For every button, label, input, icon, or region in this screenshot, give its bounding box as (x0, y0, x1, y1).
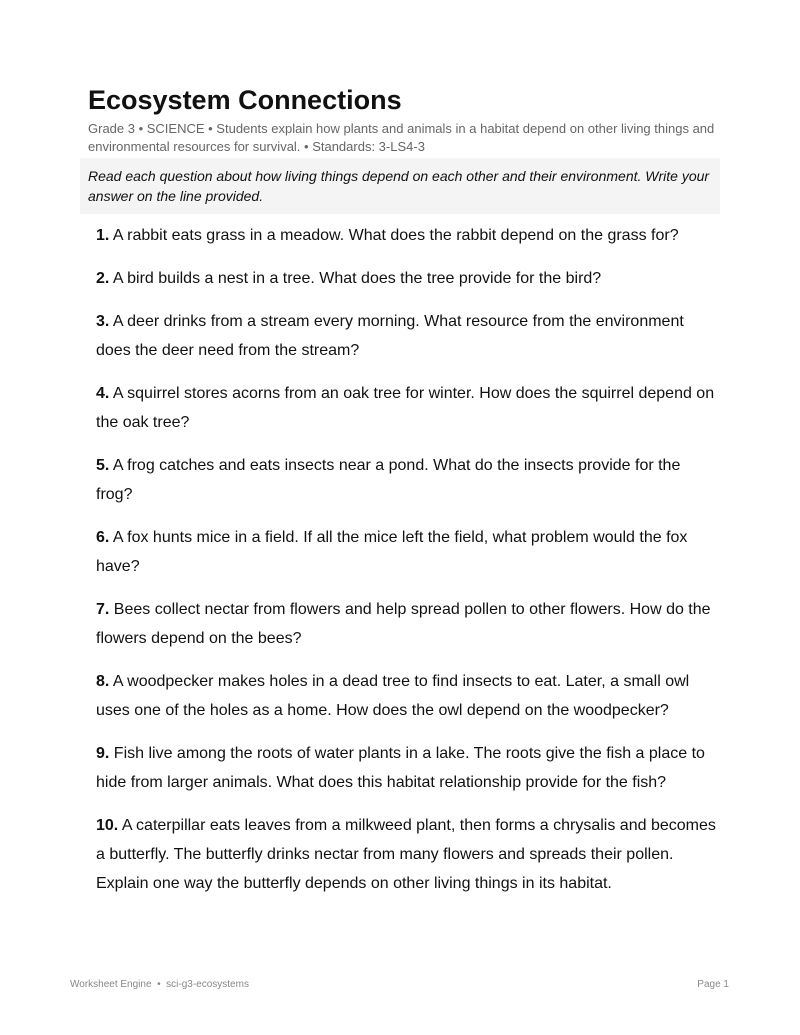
question-text: Fish live among the roots of water plants in a lake. The roots give the fish a place to hide from larger animals. What does this habitat relationship provide for the fish? (96, 745, 705, 791)
question-number: 4. (96, 385, 110, 402)
question-item (96, 379, 716, 437)
question-item (96, 739, 716, 797)
question-text: A frog catches and eats insects near a pond. What do the insects provide for the frog? (96, 457, 681, 503)
question-number: 9. (96, 745, 110, 762)
question-text: A deer drinks from a stream every morning. What resource from the environment does the deer need from the stream? (96, 313, 684, 359)
question-number: 6. (96, 529, 110, 546)
instructions-box: Read each question about how living things depend on each other and their environment. Write your answer on the line provided. (80, 158, 720, 214)
footer-source: Worksheet Engine • sci-g3-ecosystems (70, 979, 249, 990)
question-number: 8. (96, 673, 110, 690)
question-text: A caterpillar eats leaves from a milkweed plant, then forms a chrysalis and becomes a butterfly. The butterfly drinks nectar from many flowers and spreads their pollen. Explain one way the butterfly depends on other living things in its habitat. (96, 817, 716, 892)
question-item (96, 307, 716, 365)
footer-page-number: Page 1 (697, 979, 729, 990)
question-item (96, 667, 716, 725)
question-item (96, 221, 716, 250)
question-number: 1. (96, 227, 110, 244)
question-text: A rabbit eats grass in a meadow. What does the rabbit depend on the grass for? (109, 227, 679, 244)
question-number: 5. (96, 457, 110, 474)
question-number: 2. (96, 270, 110, 287)
question-text: A woodpecker makes holes in a dead tree to find insects to eat. Later, a small owl uses one of the holes as a home. How does the owl depend on the woodpecker? (96, 673, 690, 719)
question-item (96, 811, 716, 898)
question-list (96, 221, 716, 912)
question-item (96, 264, 716, 293)
question-text: Bees collect nectar from flowers and help spread pollen to other flowers. How do the flowers depend on the bees? (96, 601, 711, 647)
question-number: 7. (96, 601, 110, 618)
question-text: A bird builds a nest in a tree. What does the tree provide for the bird? (109, 270, 602, 287)
question-text: A squirrel stores acorns from an oak tree for winter. How does the squirrel depend on the oak tree? (96, 385, 715, 431)
question-number: 10. (96, 817, 119, 834)
question-item (96, 451, 716, 509)
page-title: Ecosystem Connections (88, 85, 402, 115)
question-item (96, 523, 716, 581)
question-number: 3. (96, 313, 110, 330)
question-item (96, 595, 716, 653)
worksheet-subtitle: Grade 3 • SCIENCE • Students explain how plants and animals in a habitat depend on other living things and environmental resources for survival. • Standards: 3-LS4-3 (88, 121, 715, 154)
question-text: A fox hunts mice in a field. If all the mice left the field, what problem would the fox have? (96, 529, 688, 575)
